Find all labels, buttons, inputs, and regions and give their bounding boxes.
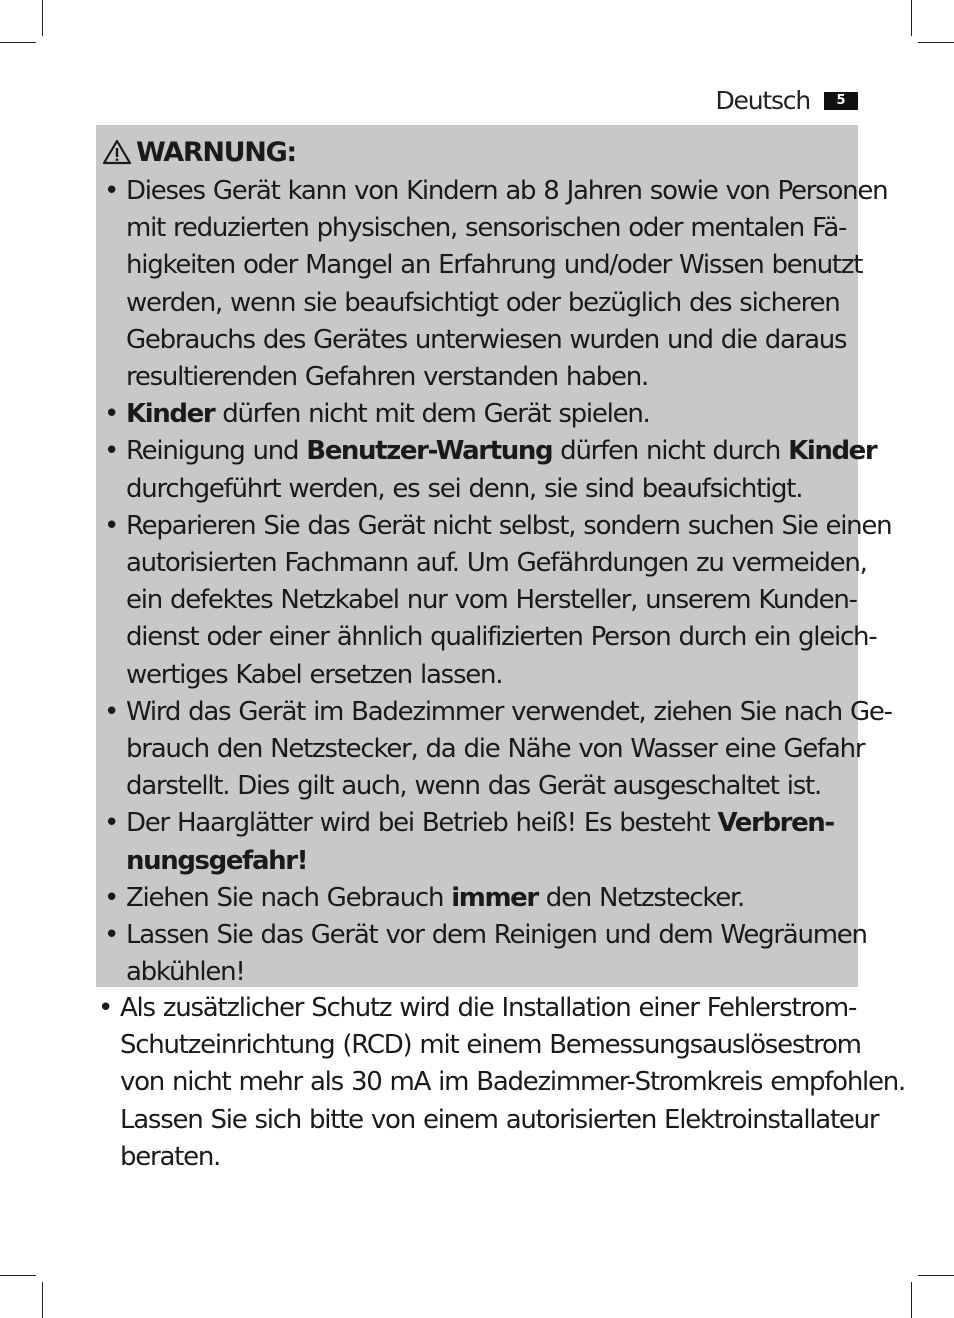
warning-triangle-icon (102, 138, 132, 166)
emphasis-text: Benutzer-Wartung (306, 436, 553, 467)
notes-list (96, 990, 906, 1176)
crop-mark (0, 1275, 36, 1276)
text-run: Gebrauchs des Gerätes unterwiesen wurden und die daraus (126, 324, 847, 355)
text-line (126, 619, 877, 656)
text-run: Lassen Sie das Gerät vor dem Reinigen und dem Wegräumen (126, 920, 867, 951)
crop-mark (918, 42, 954, 43)
bullet-marker: • (104, 882, 119, 913)
bullet-marker: • (104, 696, 119, 727)
page-number: 5 (824, 92, 858, 110)
text-run: beraten. (120, 1141, 221, 1172)
text-run: mit reduzierten physischen, sensorischen oder mentalen Fä- (126, 213, 847, 244)
text-line (126, 694, 892, 731)
text-line (120, 990, 866, 1027)
text-line (126, 247, 863, 284)
text-line (126, 582, 857, 619)
text-line (126, 322, 848, 359)
text-line (126, 173, 888, 210)
bullet-marker: • (104, 399, 119, 430)
text-run: dürfen nicht mit dem Gerät spielen. (214, 399, 650, 430)
bullet-marker: • (104, 176, 119, 206)
text-run: Reparieren Sie das Gerät nicht selbst, sondern suchen Sie einen (126, 510, 892, 541)
text-line (126, 657, 848, 694)
text-run: ein defektes Netzkabel nur vom Hersteller, unserem Kunden- (126, 585, 857, 616)
list-item (102, 433, 877, 507)
list-item (102, 880, 848, 917)
crop-mark (0, 42, 36, 43)
text-run: Schutzeinrichtung (RCD) mit einem Bemessungsauslösestrom (120, 1030, 861, 1061)
text-run: Dieses Gerät kann von Kindern ab 8 Jahren sowie von Personen (126, 176, 888, 206)
list-item (102, 805, 848, 879)
text-line (126, 471, 848, 508)
text-run: Der Haarglätter wird bei Betrieb heiß! Es besteht (126, 808, 718, 839)
crop-mark (911, 1282, 912, 1318)
crop-mark (911, 0, 912, 36)
text-line (126, 285, 848, 322)
emphasis-text: Verbren- (717, 808, 834, 839)
text-line (126, 210, 848, 247)
bullet-marker: • (104, 920, 119, 951)
text-run: den Netzstecker. (537, 882, 745, 913)
text-run: brauch den Netzstecker, da die Nähe von Wasser eine Gefahr (126, 734, 865, 765)
text-line (126, 917, 867, 954)
list-item (96, 990, 906, 1176)
text-line (126, 396, 848, 433)
text-run: autorisierten Fachmann auf. Um Gefährdungen zu vermeiden, (126, 548, 867, 579)
text-line (126, 843, 848, 880)
text-run: resultierenden Gefahren verstanden haben. (126, 362, 649, 393)
text-line (126, 433, 877, 470)
text-run: dienst oder einer ähnlich qualifizierten Person durch ein gleich- (126, 622, 877, 653)
text-line (120, 1102, 879, 1139)
text-run: von nicht mehr als 30 mA im Badezimmer-Stromkreis empfohlen. (120, 1067, 906, 1098)
crop-mark (918, 1275, 954, 1276)
emphasis-text: Kinder (788, 436, 877, 467)
bullet-marker: • (98, 993, 113, 1023)
bullet-marker: • (104, 808, 119, 839)
text-line (120, 1139, 866, 1176)
page-header (716, 86, 859, 115)
text-run: higkeiten oder Mangel an Erfahrung und/oder Wissen benutzt (126, 250, 863, 281)
warning-title: WARNUNG: (136, 136, 296, 168)
text-run: Lassen Sie sich bitte von einem autorisierten Elektroinstallateur (120, 1104, 879, 1135)
text-run: wertiges Kabel ersetzen lassen. (126, 659, 503, 690)
warning-list (102, 173, 892, 991)
text-line (120, 1027, 866, 1064)
text-run: werden, wenn sie beaufsichtigt oder bezüglich des sicheren (126, 287, 840, 318)
warning-heading (102, 131, 848, 173)
emphasis-text: nungsgefahr! (126, 845, 308, 876)
additional-notes (96, 990, 906, 1176)
warning-box (96, 125, 892, 988)
text-line (126, 880, 848, 917)
bullet-marker: • (104, 510, 119, 541)
crop-mark (42, 0, 43, 36)
text-run: dürfen nicht durch (552, 436, 789, 467)
list-item (102, 396, 848, 433)
list-item (102, 508, 892, 694)
text-run: abkühlen! (126, 957, 245, 988)
text-line (126, 768, 848, 805)
crop-mark (42, 1282, 43, 1318)
list-item (102, 917, 867, 991)
text-line (126, 545, 867, 582)
text-line (120, 1064, 906, 1101)
text-line (126, 805, 848, 842)
language-label: Deutsch (715, 86, 810, 115)
text-line (126, 508, 892, 545)
text-run: Wird das Gerät im Badezimmer verwendet, ziehen Sie nach Ge- (126, 696, 892, 727)
text-line (126, 954, 848, 991)
text-line (126, 359, 848, 396)
text-run: Ziehen Sie nach Gebrauch (126, 882, 452, 913)
list-item (102, 694, 892, 806)
text-line (126, 731, 865, 768)
emphasis-text: immer (451, 882, 538, 913)
emphasis-text: Kinder (126, 399, 215, 430)
text-run: darstellt. Dies gilt auch, wenn das Gerät ausgeschaltet ist. (126, 771, 821, 802)
text-run: Als zusätzlicher Schutz wird die Installation einer Fehlerstrom- (120, 993, 857, 1023)
list-item (102, 173, 888, 396)
bullet-marker: • (104, 436, 119, 467)
text-run: Reinigung und (126, 436, 307, 467)
text-run: durchgeführt werden, es sei denn, sie sind beaufsichtigt. (126, 473, 803, 504)
